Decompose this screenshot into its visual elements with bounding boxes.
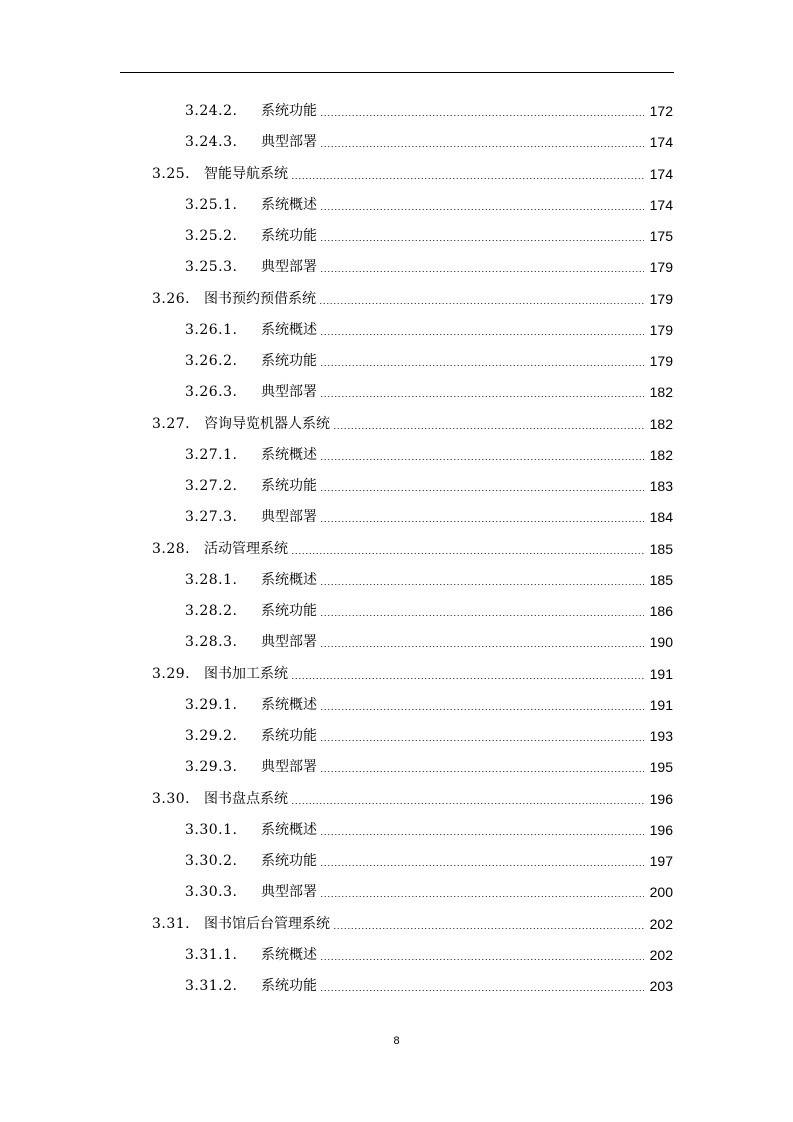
toc-entry-page: 202 xyxy=(649,915,673,932)
toc-dot-leader xyxy=(320,334,644,335)
toc-entry-page: 185 xyxy=(649,540,673,557)
toc-entry-title: 系统功能 xyxy=(261,853,317,869)
toc-entry-page: 184 xyxy=(649,509,673,526)
toc-entry-page: 174 xyxy=(649,165,673,182)
toc-entry-page: 191 xyxy=(649,696,673,713)
toc-entry-title: 典型部署 xyxy=(261,384,317,401)
toc-dot-leader xyxy=(320,646,644,647)
toc-entry-title: 典型部署 xyxy=(261,259,317,276)
toc-dot-leader xyxy=(320,709,644,710)
toc-entry[interactable] xyxy=(152,659,673,690)
toc-entry[interactable] xyxy=(185,346,673,377)
toc-entry-title: 典型部署 xyxy=(261,759,317,776)
toc-entry[interactable] xyxy=(152,409,673,440)
toc-entry-title: 系统功能 xyxy=(261,728,317,744)
toc-entry-number: 3.27.2. xyxy=(185,478,238,494)
toc-entry-title: 系统概述 xyxy=(261,571,317,588)
toc-dot-leader xyxy=(320,209,644,210)
toc-entry-title: 系统概述 xyxy=(261,446,317,463)
toc-entry[interactable] xyxy=(185,565,673,596)
toc-dot-leader xyxy=(291,553,644,554)
toc-entry[interactable] xyxy=(185,627,673,658)
toc-entry-number: 3.28.3. xyxy=(185,634,238,651)
toc-entry-title: 智能导航系统 xyxy=(204,165,288,182)
toc-dot-leader xyxy=(291,803,644,804)
toc-entry-page: 197 xyxy=(649,853,673,869)
toc-entry-number: 3.31. xyxy=(152,915,191,932)
toc-dot-leader xyxy=(320,459,644,460)
toc-entry-page: 200 xyxy=(649,884,673,901)
toc-dot-leader xyxy=(320,615,644,616)
toc-entry-number: 3.28.1. xyxy=(185,571,238,588)
toc-entry-number: 3.28. xyxy=(152,540,191,557)
toc-dot-leader xyxy=(320,240,644,241)
toc-entry[interactable] xyxy=(185,596,673,627)
toc-entry-title: 系统功能 xyxy=(261,978,317,994)
toc-entry-title: 系统功能 xyxy=(261,478,317,494)
toc-entry-number: 3.25.1. xyxy=(185,196,238,213)
toc-entry-number: 3.30.3. xyxy=(185,884,238,901)
toc-entry-page: 179 xyxy=(649,321,673,338)
toc-entry[interactable] xyxy=(185,877,673,908)
toc-entry-number: 3.26. xyxy=(152,290,191,307)
toc-dot-leader xyxy=(320,365,644,366)
toc-entry[interactable] xyxy=(185,377,673,408)
toc-entry-number: 3.29.2. xyxy=(185,728,238,744)
toc-entry[interactable] xyxy=(185,471,673,502)
toc-dot-leader xyxy=(333,928,644,929)
toc-entry-number: 3.25.2. xyxy=(185,228,238,244)
toc-dot-leader xyxy=(320,146,644,147)
toc-dot-leader xyxy=(291,678,644,679)
toc-entry-page: 190 xyxy=(649,634,673,651)
toc-dot-leader xyxy=(320,865,644,866)
toc-entry-page: 182 xyxy=(649,446,673,463)
toc-entry-number: 3.27.3. xyxy=(185,509,238,526)
toc-entry-number: 3.31.2. xyxy=(185,978,238,994)
toc-entry-page: 203 xyxy=(649,978,673,994)
toc-entry-page: 193 xyxy=(649,728,673,744)
toc-entry[interactable] xyxy=(185,752,673,783)
toc-dot-leader xyxy=(320,115,644,116)
toc-entry[interactable] xyxy=(185,971,673,1002)
toc-entry-title: 图书馆后台管理系统 xyxy=(204,915,330,932)
toc-entry-number: 3.26.2. xyxy=(185,353,238,369)
toc-entry-number: 3.30.2. xyxy=(185,853,238,869)
toc-entry-title: 系统概述 xyxy=(261,321,317,338)
toc-dot-leader xyxy=(320,490,644,491)
toc-entry[interactable] xyxy=(185,721,673,752)
toc-entry-title: 图书盘点系统 xyxy=(204,790,288,807)
toc-entry-title: 系统概述 xyxy=(261,696,317,713)
toc-entry-number: 3.28.2. xyxy=(185,603,238,619)
toc-entry-page: 174 xyxy=(649,196,673,213)
toc-entry-number: 3.24.3. xyxy=(185,134,238,151)
toc-entry[interactable] xyxy=(185,252,673,283)
toc-dot-leader xyxy=(333,428,644,429)
toc-entry-title: 系统功能 xyxy=(261,103,317,119)
toc-dot-leader xyxy=(320,959,644,960)
toc-entry[interactable] xyxy=(185,440,673,471)
toc-entry-page: 179 xyxy=(649,290,673,307)
toc-entry[interactable] xyxy=(185,221,673,252)
toc-entry-title: 典型部署 xyxy=(261,134,317,151)
toc-entry[interactable] xyxy=(185,846,673,877)
toc-entry[interactable] xyxy=(185,690,673,721)
toc-entry-page: 182 xyxy=(649,415,673,432)
toc-dot-leader xyxy=(320,584,644,585)
toc-entry-number: 3.27.1. xyxy=(185,446,238,463)
toc-entry-number: 3.24.2. xyxy=(185,103,238,119)
toc-entry-title: 图书加工系统 xyxy=(204,665,288,682)
toc-entry-number: 3.25. xyxy=(152,165,191,182)
toc-entry[interactable] xyxy=(152,784,673,815)
toc-entry-page: 191 xyxy=(649,665,673,682)
toc-dot-leader xyxy=(320,740,644,741)
toc-entry-number: 3.29.1. xyxy=(185,696,238,713)
toc-entry-number: 3.25.3. xyxy=(185,259,238,276)
toc-entry-page: 196 xyxy=(649,821,673,838)
toc-entry-title: 系统功能 xyxy=(261,353,317,369)
toc-entry[interactable] xyxy=(185,96,673,127)
toc-dot-leader xyxy=(320,771,644,772)
toc-dot-leader xyxy=(320,271,644,272)
toc-entry-title: 典型部署 xyxy=(261,509,317,526)
header-rule xyxy=(120,72,674,73)
toc-entry-title: 图书预约预借系统 xyxy=(204,290,316,307)
toc-entry-number: 3.26.3. xyxy=(185,384,238,401)
toc-entry-page: 179 xyxy=(649,259,673,276)
toc-entry[interactable] xyxy=(185,940,673,971)
toc-entry[interactable] xyxy=(185,502,673,533)
toc-entry-title: 系统功能 xyxy=(261,228,317,244)
toc-entry-page: 195 xyxy=(649,759,673,776)
toc-dot-leader xyxy=(320,896,644,897)
toc-entry-page: 182 xyxy=(649,384,673,401)
toc-entry-number: 3.30. xyxy=(152,790,191,807)
toc-dot-leader xyxy=(320,990,644,991)
toc-entry-page: 185 xyxy=(649,571,673,588)
toc-entry-page: 172 xyxy=(649,103,673,119)
toc-entry-number: 3.30.1. xyxy=(185,821,238,838)
toc-entry-title: 系统概述 xyxy=(261,946,317,963)
toc-entry-title: 系统概述 xyxy=(261,821,317,838)
toc-entry-number: 3.27. xyxy=(152,415,191,432)
toc-entry[interactable] xyxy=(185,127,673,158)
toc-entry-page: 202 xyxy=(649,946,673,963)
toc-entry[interactable] xyxy=(152,909,673,940)
toc-entry-page: 174 xyxy=(649,134,673,151)
toc-entry[interactable] xyxy=(185,190,673,221)
toc-entry[interactable] xyxy=(152,159,673,190)
toc-entry-page: 179 xyxy=(649,353,673,369)
toc-entry[interactable] xyxy=(152,284,673,315)
toc-entry-page: 196 xyxy=(649,790,673,807)
toc-entry-number: 3.29. xyxy=(152,665,191,682)
toc-dot-leader xyxy=(320,834,644,835)
toc-entry-title: 系统概述 xyxy=(261,196,317,213)
toc-dot-leader xyxy=(319,303,644,304)
toc-dot-leader xyxy=(320,396,644,397)
footer-page-number: 8 xyxy=(393,1035,400,1047)
toc-entry-title: 典型部署 xyxy=(261,884,317,901)
toc-dot-leader xyxy=(291,178,644,179)
toc-entry[interactable] xyxy=(185,315,673,346)
toc-entry-page: 175 xyxy=(649,228,673,244)
toc-entry-title: 咨询导览机器人系统 xyxy=(204,415,330,432)
toc-dot-leader xyxy=(320,521,644,522)
toc-entry-page: 183 xyxy=(649,478,673,494)
toc-entry-title: 系统功能 xyxy=(261,603,317,619)
toc-entry-page: 186 xyxy=(649,603,673,619)
toc-entry[interactable] xyxy=(185,815,673,846)
toc-entry-title: 典型部署 xyxy=(261,634,317,651)
toc-entry[interactable] xyxy=(152,534,673,565)
toc-entry-title: 活动管理系统 xyxy=(204,540,288,557)
toc-entry-number: 3.31.1. xyxy=(185,946,238,963)
toc-entry-number: 3.26.1. xyxy=(185,321,238,338)
toc-entry-number: 3.29.3. xyxy=(185,759,238,776)
